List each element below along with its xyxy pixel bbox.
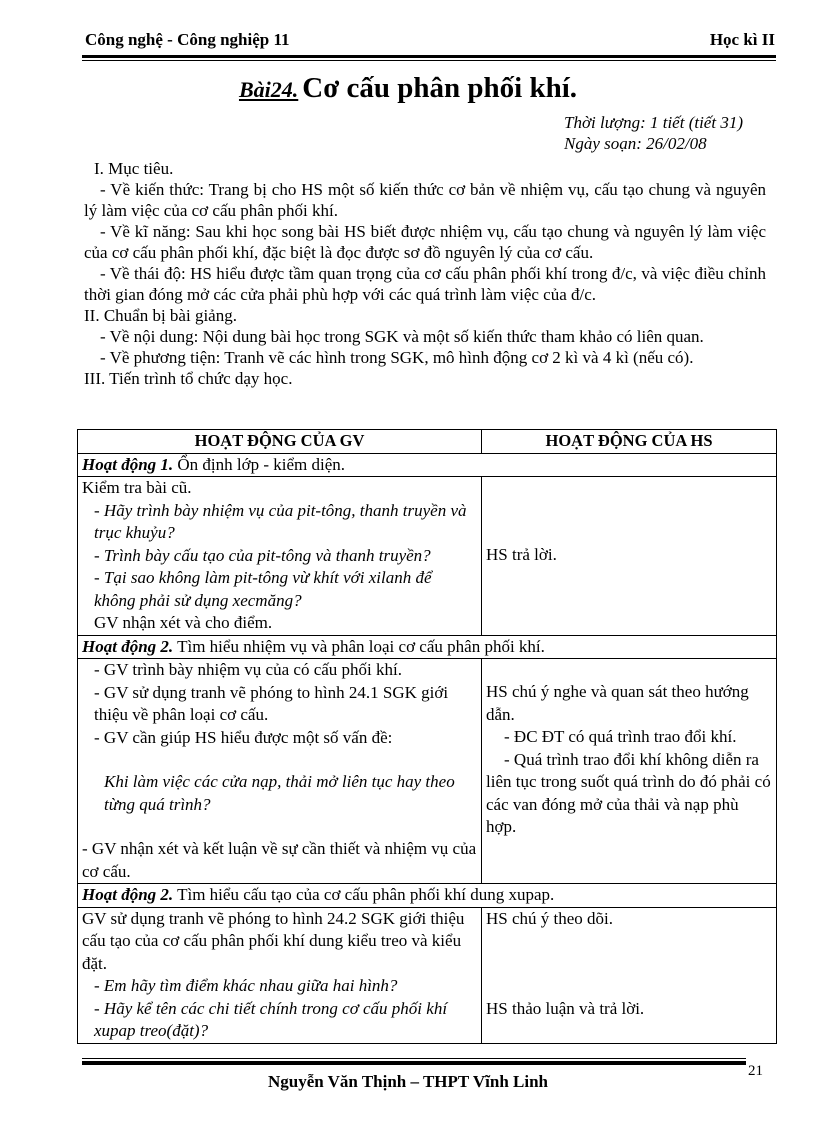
lesson-body bbox=[84, 158, 766, 389]
gv-cell bbox=[78, 659, 482, 884]
lesson-number: Bài24. bbox=[238, 77, 299, 102]
gv-question: Khi làm việc các cửa nạp, thải mở liên tục hay theo từng quá trình? bbox=[104, 772, 455, 814]
gv-text: - GV sử dụng tranh vẽ phóng to hình 24.1 SGK giới thiệu về phân loại cơ cấu. bbox=[94, 682, 449, 724]
gv-question: - Trình bày cấu tạo của pit-tông và thanh truyền? bbox=[94, 545, 431, 565]
col-header-hs: HOẠT ĐỘNG CỦA HS bbox=[482, 430, 777, 454]
hs-text: HS thảo luận và trả lời. bbox=[486, 999, 645, 1018]
activity-2-cell bbox=[78, 635, 777, 659]
footer-rule-thick bbox=[82, 1061, 746, 1065]
activity-2-text: Tìm hiểu nhiệm vụ và phân loại cơ cấu phân phối khí. bbox=[173, 636, 545, 656]
hs-cell bbox=[482, 907, 777, 1043]
activity-2-heading bbox=[78, 635, 777, 659]
section-2-content: - Về nội dung: Nội dung bài học trong SGK và một số kiến thức tham khảo có liên quan. bbox=[100, 327, 704, 346]
page-number: 21 bbox=[748, 1063, 763, 1079]
lesson-meta bbox=[564, 112, 743, 154]
section-1-skills: - Về kĩ năng: Sau khi học song bài HS biết được nhiệm vụ, cấu tạo chung và nguyên lý làm việc của cơ cấu phân phối khí, đặc biệt là đọc được sơ đồ nguyên lý của cơ cấu. bbox=[84, 222, 766, 262]
activity-1-text: Ổn định lớp - kiểm diện. bbox=[173, 454, 346, 474]
gv-text: - GV trình bày nhiệm vụ của có cấu phối khí. bbox=[94, 660, 402, 679]
section-3-title: III. Tiến trình tổ chức dạy học. bbox=[84, 369, 293, 388]
hs-text: HS chú ý theo dõi. bbox=[486, 908, 614, 928]
gv-cell bbox=[78, 477, 482, 636]
gv-text: - GV cần giúp HS hiểu được một số vấn đề: bbox=[94, 727, 393, 747]
col-header-gv: HOẠT ĐỘNG CỦA GV bbox=[78, 430, 482, 454]
header-rule-thick bbox=[82, 55, 776, 58]
section-1-knowledge: - Về kiến thức: Trang bị cho HS một số kiến thức cơ bản về nhiệm vụ, cấu tạo chung và nguyên lý làm việc của cơ cấu phân phối khí. bbox=[84, 180, 766, 220]
hs-cell bbox=[482, 477, 777, 636]
section-1-attitude: - Về thái độ: HS hiểu được tầm quan trọng của cơ cấu phân phối khí trong đ/c, và việc điều chỉnh thời gian đóng mở các cửa phải phù hợp với các quá trình làm việc của đ/c. bbox=[84, 264, 766, 304]
gv-question: - Tại sao không làm pit-tông vừ khít với xilanh để không phải sử dụng xecmăng? bbox=[94, 568, 432, 610]
header-subject: Công nghệ - Công nghiệp 11 bbox=[85, 30, 290, 49]
lesson-date: Ngày soạn: 26/02/08 bbox=[564, 134, 707, 153]
lesson-title bbox=[0, 72, 816, 105]
gv-text: GV nhận xét và cho điểm. bbox=[94, 613, 273, 632]
gv-text: - GV nhận xét và kết luận về sự cần thiết và nhiệm vụ của cơ cấu. bbox=[82, 839, 477, 881]
table-row bbox=[78, 477, 777, 636]
activity-3-heading bbox=[78, 884, 777, 908]
gv-text: GV sử dụng tranh vẽ phóng to hình 24.2 SGK giới thiệu cấu tạo của cơ cấu phân phối khí dung kiểu treo và kiểu đặt. bbox=[82, 908, 465, 973]
section-2-means: - Về phương tiện: Tranh vẽ các hình trong SGK, mô hình động cơ 2 kì và 4 kì (nếu có). bbox=[100, 348, 694, 367]
activity-table bbox=[77, 429, 777, 1044]
footer-rule-thin bbox=[82, 1058, 746, 1059]
header-term: Học kì II bbox=[709, 30, 775, 49]
gv-question: - Hãy trình bày nhiệm vụ của pit-tông, thanh truyền và trục khuỷu? bbox=[94, 500, 467, 542]
page-header bbox=[85, 28, 775, 54]
activity-1-cell bbox=[78, 453, 777, 477]
activity-3-label: Hoạt động 2. bbox=[82, 885, 174, 904]
lesson-duration: Thời lượng: 1 tiết (tiết 31) bbox=[564, 113, 743, 132]
activity-1-label: Hoạt động 1. bbox=[82, 454, 174, 474]
hs-text: - Quá trình trao đổi khí không diễn ra liên tục trong suốt quá trình do đó phải có các van đóng mở của thải và nạp phù hợp. bbox=[486, 749, 771, 836]
gv-cell bbox=[78, 907, 482, 1043]
header-rule-thin bbox=[82, 60, 776, 61]
activity-3-cell bbox=[78, 884, 777, 908]
gv-text: Kiểm tra bài cũ. bbox=[82, 478, 192, 497]
activity-3-text: Tìm hiểu cấu tạo của cơ cấu phân phối khí dung xupap. bbox=[173, 885, 555, 904]
hs-cell bbox=[482, 659, 777, 884]
hs-text: HS trả lời. bbox=[486, 545, 557, 564]
lesson-name: Cơ cấu phân phối khí. bbox=[302, 72, 578, 104]
table-header-row bbox=[78, 430, 777, 454]
activity-1-heading bbox=[78, 453, 777, 477]
footer-author: Nguyễn Văn Thịnh – THPT Vĩnh Linh bbox=[267, 1072, 549, 1091]
hs-text: HS chú ý nghe và quan sát theo hướng dẫn. bbox=[486, 682, 749, 724]
section-2-title: II. Chuẩn bị bài giảng. bbox=[84, 306, 237, 325]
table-row bbox=[78, 907, 777, 1043]
activity-2-label: Hoạt động 2. bbox=[82, 636, 174, 656]
gv-question: - Em hãy tìm điểm khác nhau giữa hai hình? bbox=[94, 976, 398, 995]
table-row bbox=[78, 659, 777, 884]
gv-question: - Hãy kể tên các chi tiết chính trong cơ cấu phối khí xupap treo(đặt)? bbox=[94, 998, 448, 1040]
hs-text: - ĐC ĐT có quá trình trao đổi khí. bbox=[504, 727, 737, 746]
section-1-title: I. Mục tiêu. bbox=[94, 159, 174, 178]
